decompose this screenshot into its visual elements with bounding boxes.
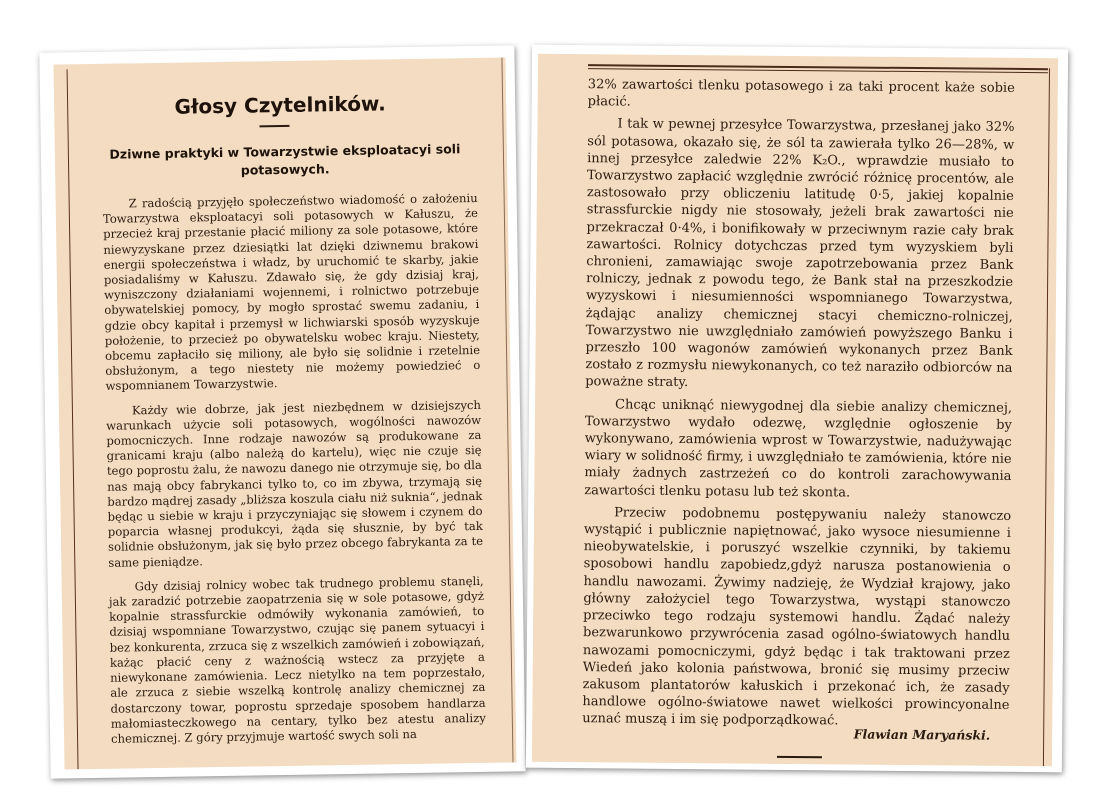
- article-paragraph: 32% zawartości tlenku potasowego i za taki procent każe sobie płacić.: [587, 77, 1015, 110]
- left-margin-rule: [67, 69, 79, 769]
- page-title: Głosy Czytelników.: [174, 91, 386, 119]
- article-subtitle: Dziwne praktyki w Towarzystwie eksploatacyi soli potasowych.: [109, 141, 461, 178]
- end-divider: [777, 756, 822, 758]
- article-paragraph: Z radością przyjęło społeczeństwo wiadomość o założeniu Towarzystwa eksploatacyi soli potasowych w Kałuszu, że przecież kraj przestanie płacić miliony za sole potasowe, które niewyzyskane przez dziesiątki lat dzięki dziwnemu brakowi energii społeczeństwa i władz, by uruchomić te skarby, jakie posiadaliśmy w Kałuszu. Zdawało się, że gdy dzisiaj kraj, wyniszczony działaniami wojennemi, i rolnictwo potrzebuje obywatelskiej pomocy, by mogło sprostać swemu zadaniu, i gdzie obcy kapitał i przemysł w lichwiarski sposób wyzyskuje położenie, to przecież po obywatelsku wobec kraju. Niestety, obcemu zapłaciło się miliony, ale było się solidnie i rzetelnie obsłużonym, a tego niestety nie możemy powiedzieć o wspomnianem Towarzystwie.: [102, 190, 481, 394]
- right-margin-rule: [1043, 68, 1050, 766]
- title-divider: [259, 125, 289, 127]
- left-page-scan: [53, 57, 516, 769]
- article-paragraph: Gdy dzisiaj rolnicy wobec tak trudnego problemu stanęli, jak zaradzić potrzebie zaopatrzenia się w sole potasowe, gdyż kopalnie strassfurckie odmówiły wykonania zamówień, to dzisiaj wspomniane Towarzystwo, czując się panem sytuacyi i bez konkurenta, zrzuca się z wszelkich zamówień i zobowiązań, każąc płacić ceny z ważnością wstecz za przyjęte a niewykonane zamówienia. Lecz nietylko na tem poprzestało, ale zrzuca z siebie wszelką kontrolę analizy chemicznej za dostarczony towar, poprostu sprzedaje sposobem handlarza małomiasteczkowego na centary, tylko bez atestu analizy chemicznej. Z góry przyjmuje wartość swych soli na: [108, 573, 486, 746]
- author-signature: Flawian Maryański.: [853, 726, 991, 743]
- left-article-body: [103, 191, 487, 756]
- article-paragraph: Każdy wie dobrze, jak jest niezbędnem w dzisiejszych warunkach użycie soli potasowych, wogólności nawozów pomocniczych. Inne rodzaje nawozów są produkowane za granicami kraju (albo należą do kartelu), więc nie czuje się tego poprostu żalu, że nawozu danego nie otrzymuje się, bo dla nas mają obcy fabrykanci tylko to, co im zbywa, trzymają się bardzo mądrej zasady „bliższa koszula ciału niż suknia“, jednak będąc u siebie w kraju i przyczyniając się słowem i czynem do poparcia własnej produkcyi, żąda się słusznie, by być tak solidnie obsłużonym, jak się było przez obcego fabrykanta za te same pieniądze.: [106, 397, 484, 570]
- article-paragraph: Przeciw podobnemu postępywaniu należy stanowczo wystąpić i publicznie napiętnować, jako wysoce niesumienne i nieobywatelskie, i poruszyć wszelkie czynniki, by takiemu sposobowi handlu zapobiedz,gdyż narusza postanowienia o handlu nawozami. Żywimy nadzieję, że Wydział krajowy, jako główny założyciel tego Towarzystwa, wystąpi stanowczo przeciwko tego rodzaju systemowi handlu. Żądać należy bezwarunkowo przywrócenia zasad ogólno-światowych handlu nawozami pomocniczymi, gdyż będąc i tak traktowani przez Wiedeń jako kolonia państwowa, bronić się musimy przeciw zakusom plantatorów kałuskich i przekonać ich, że zasady handlowe ogólno-światowe nawet wielkości prowincyonalne uznać muszą i im się podporządkować.: [582, 505, 1012, 729]
- right-article-body: [582, 76, 1015, 736]
- article-paragraph: Chcąc uniknąć niewygodnej dla siebie analizy chemicznej, Towarzystwo wydało odezwę, względnie ogłoszenie by wykonywano, zamówienia wprost w Towarzystwie, nadużywając wiary w solidność firmy, i uwzględniało te zamówienia, które nie miały żadnych zastrzeżeń co do kontroli zarachowywania zawartości tlenku potasu lub też skonta.: [584, 397, 1013, 501]
- article-paragraph: I tak w pewnej przesyłce Towarzystwa, przesłanej jako 32% sól potasowa, okazało się, że sól ta zawierała tylko 26—28%, w innej przesyłce zaledwie 22% K₂O., wprawdzie musiało to Towarzystwo zapłacić względnie zwrócić różnicę procentów, ale zastosowało przy obliczeniu latitudę 0·5, jakiej kopalnie strassfurckie nigdy nie stosowały, jeżeli brak zawartości nie przekraczał 0·4%, i bonifikowały w przeciwnym razie cały brak zawartości. Rolnicy dotychczas przed tym wyzyskiem byli chronieni, zamawiając swoje zapotrzebowania przez Bank rolniczy, jednak z powodu tego, że Bank stał na przeszkodzie wyzyskowi i niesumienności wspomnianego Towarzystwa, żądając analizy chemicznej stacyi chemiczno-rolniczej, Towarzystwo nie uwzględniało zamówień powyższego Banku i przeszło 100 wagonów zamówień wykonanych przez Bank zostało z rozmysłu niewykonanych, co też naraziło odbiorców na poważne straty.: [585, 116, 1015, 391]
- right-page-scan: [532, 54, 1058, 767]
